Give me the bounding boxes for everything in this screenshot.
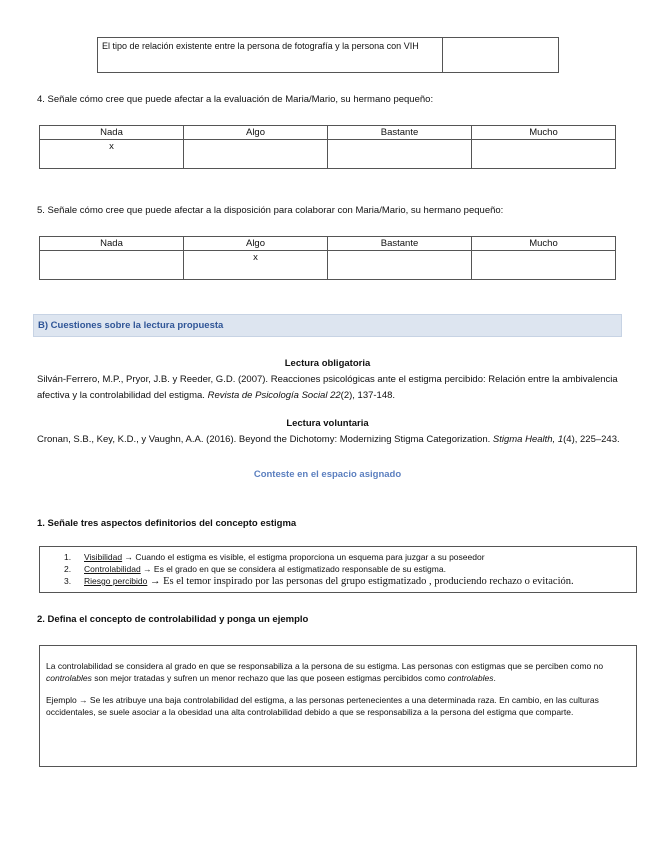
scale-cell [472,140,616,169]
scale-cell: x [40,140,184,169]
scale-header: Bastante [328,126,472,140]
definition-text: son mejor tratadas y sufren un menor rechazo que las que poseen estigmas percibidos como [91,673,448,683]
item-term: Visibilidad [84,552,123,562]
citation-text: Silván-Ferrero, M.P., Pryor, J.B. y Reeder, G.D. (2007). Reacciones psicológicas ante el estigma percibido: Relación entre la ambivalencia afectiva y la controlabilidad del estigma. [37,374,618,401]
scale-cell [40,251,184,280]
scale-cell: x [184,251,328,280]
item-term: Riesgo percibido [84,576,148,586]
question-4-text: 4. Señale cómo cree que puede afectar a la evaluación de Maria/Mario, su hermano pequeño: [37,94,434,105]
section-b-title: B) Cuestiones sobre la lectura propuesta [38,320,224,331]
question-2-title: 2. Defina el concepto de controlabilidad y ponga un ejemplo [37,614,309,625]
list-item [64,563,636,575]
scale-header: Algo [184,237,328,251]
optional-reading-citation [37,432,622,448]
citation-pages: (4), 225–243. [563,434,620,445]
instruction-text: Conteste en el espacio asignado [253,469,402,480]
required-reading-citation [37,372,622,404]
question-5-text: 5. Señale cómo cree que puede afectar a la disposición para colaborar con Maria/Mario, su hermano pequeño: [37,205,504,216]
scale-header: Mucho [472,237,616,251]
list-item [64,575,636,588]
question-2-answer-box [39,645,637,767]
relationship-table [97,37,559,73]
item-num: 3. [64,576,72,586]
item-num: 1. [64,552,72,562]
citation-text: Cronan, S.B., Key, K.D., y Vaughn, A.A. (2016). Beyond the Dichotomy: Modernizing Stigma Categorization. [37,434,491,445]
scale-header: Algo [184,126,328,140]
scale-header: Bastante [328,237,472,251]
item-text: → Es el temor inspirado por las personas del grupo estigmatizado , produciendo rechazo o evitación. [147,576,574,587]
scale-cell [328,251,472,280]
definition-emphasis: controlables [46,673,92,683]
item-text: → Cuando el estigma es visible, el estigma proporciona un esquema para juzgar a su poseedor [122,552,485,562]
relationship-label-cell: El tipo de relación existente entre la persona de fotografía y la persona con VIH [98,38,443,73]
scale-header: Nada [40,237,184,251]
example-paragraph: Ejemplo → Se les atribuye una baja controlabilidad del estigma, a las personas pertenecientes a una determinada raza. En cambio, en las culturas occidentales, se suele asociar a la obesidad una alta controlabilidad debido a que se responsabiliza a la persona del estigma que comparte. [46,695,599,717]
relationship-value-cell [443,38,559,73]
item-text: → Es el grado en que se considera al estigmatizado responsable de su estigma. [140,564,446,574]
definition-emphasis: controlables [447,673,494,683]
question-1-answer-box [39,546,637,593]
citation-journal: Revista de Psicología Social 22 [207,390,341,401]
definition-text: . [493,673,496,683]
scale-cell [328,140,472,169]
citation-journal: Stigma Health, 1 [492,434,564,445]
required-reading-heading: Lectura obligatoria [284,358,371,369]
citation-pages: (2), 137-148. [340,390,396,401]
question-4-scale-table [39,125,616,169]
list-item [64,551,636,563]
scale-cell [472,251,616,280]
definition-text: La controlabilidad se considera al grado en que se responsabiliza a la persona de su estigma. Las personas con estigmas que se perciben como no [46,661,604,671]
item-term: Controlabilidad [84,564,141,574]
scale-header: Mucho [472,126,616,140]
item-num: 2. [64,564,72,574]
section-b-header [33,314,622,337]
optional-reading-heading: Lectura voluntaria [286,418,369,429]
definition-paragraph [46,660,630,684]
scale-cell [184,140,328,169]
scale-header: Nada [40,126,184,140]
question-1-title: 1. Señale tres aspectos definitorios del concepto estigma [37,518,297,529]
question-5-scale-table [39,236,616,280]
